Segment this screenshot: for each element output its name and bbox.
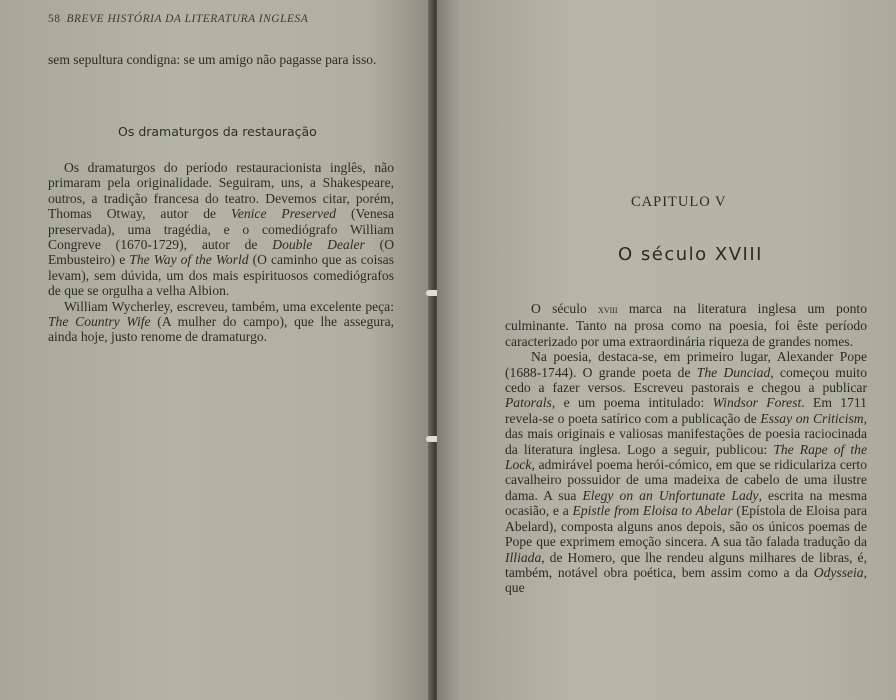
paragraph-seculo [505, 301, 867, 349]
title-illiada: Illiada [505, 549, 542, 565]
text-run: Os dramaturgos do período restauracionista inglês, não primaram pela originalidade. Seguiram, uns, a Shakespeare, outros, a tradição francesa do teatro. Devemos citar, porém, Thomas Otway, autor de [48, 160, 394, 222]
text-run: , admirável poema herói-cómico, em que se ridiculariza certo cavalheiro possuidor de uma madeixa de cabelo de uma ilustre dama. A sua [505, 457, 867, 503]
text-run: (Venesa preservada), uma tragédia, e o comediógrafo William Congreve (1670-1729), autor de [48, 206, 394, 253]
chapter-title: O século XVIII [618, 244, 763, 265]
paragraph-wycherley [48, 299, 394, 345]
section-heading: Os dramaturgos da restauração [118, 124, 317, 139]
right-body [505, 301, 867, 596]
text-run: , das mais originais e valiosas manifestações de poesia raciocinada da literatura inglesa. Logo a seguir, publicou: [505, 410, 867, 457]
text-run: O século [531, 301, 599, 316]
page-number: 58 [48, 13, 61, 25]
paragraph-pope [505, 349, 867, 596]
text-run: . Em 1711 revela-se o poeta satírico com a publicação de [505, 395, 867, 426]
title-odysseia: Odysseia [813, 564, 864, 580]
text-run: , de Homero, que lhe rendeu alguns milhares de libras, é, também, notável obra poética, bem assim como a da [505, 549, 867, 580]
left-body [48, 160, 394, 345]
title-rape-of-the-lock: The Rape of the Lock [505, 441, 867, 473]
carryover-text: sem sepultura condigna: se um amigo não pagasse para isso. [48, 52, 377, 67]
title-dunciad: The Dunciad [696, 364, 771, 380]
text-run: Na poesia, destaca-se, em primeiro lugar, Alexander Pope (1688-1744). O grande poeta de [505, 349, 867, 380]
paragraph-dramaturgos [48, 160, 394, 299]
text-run: (A mulher do campo), que lhe assegura, ainda hoje, justo renome de dramaturgo. [48, 314, 394, 345]
running-head [48, 13, 308, 25]
text-run: , escrita na mesma ocasião, e a [505, 487, 868, 519]
running-head-title: BREVE HISTÓRIA DA LITERATURA INGLESA [66, 13, 309, 25]
title-country-wife: The Country Wife [48, 314, 151, 330]
title-way-of-the-world: The Way of the World [129, 252, 249, 268]
text-run: , e um poema intitulado: [551, 395, 713, 411]
text-run: William Wycherley, escreveu, também, uma excelente peça: [64, 298, 394, 314]
carryover-paragraph [48, 52, 394, 67]
title-patorals: Patorals [505, 395, 552, 411]
text-run: (O caminho que as coisas levam), sem dúvida, um dos mais espirituosos comediógrafos de que se orgulha a velha Albion. [48, 252, 394, 299]
text-run: , que [505, 564, 867, 596]
text-run: (O Embusteiro) e [48, 237, 395, 268]
left-page [0, 0, 433, 700]
text-run: (Epístola de Eloisa para Abelard), composta alguns anos depois, são os únicos poemas de Pope que exprimem emoção sincera. A sua tão falada tradução da [505, 503, 868, 550]
title-windsor-forest: Windsor Forest [712, 395, 802, 411]
text-run: marca na literatura inglesa um ponto culminante. Tanto na prosa como na poesia, foi êste período caracterizado por uma extraordinária riqueza de grandes nomes. [505, 301, 867, 349]
title-epistle: Epistle from Eloisa to Abelar [572, 503, 733, 519]
title-elegy: Elegy on an Unfortunate Lady [582, 487, 759, 503]
text-run: , começou muito cedo a fazer versos. Escreveu pastorais e chegou a publicar [505, 364, 867, 396]
title-essay-on-criticism: Essay on Criticism [760, 410, 864, 426]
century-numeral: xviii [598, 304, 618, 316]
chapter-label: CAPITULO V [631, 194, 727, 210]
title-double-dealer: Double Dealer [272, 237, 365, 253]
title-venice-preserved: Venice Preserved [231, 206, 337, 222]
